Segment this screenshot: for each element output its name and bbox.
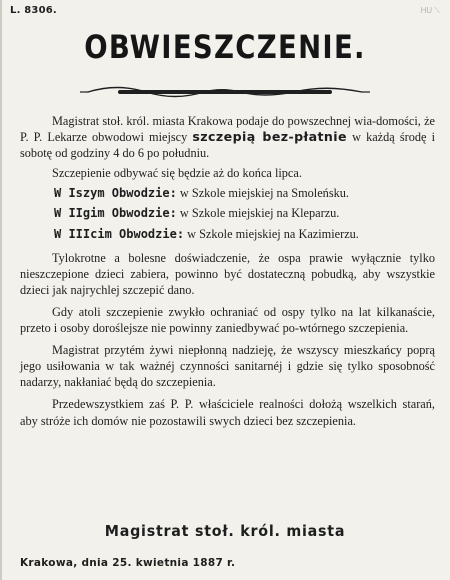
district-name: W IIIcim Obwodzie:	[54, 226, 185, 241]
body-paragraph: Przedewszystkiem zaś P. P. właściciele realności dołożą wszelkich starań, aby stróże ich domów nie pozostawili swych dzieci bez szczepienia.	[20, 397, 435, 428]
intro-paragraph	[20, 113, 435, 161]
district-list	[20, 185, 435, 241]
signature-line: Magistrat stoł. król. miasta	[104, 522, 346, 540]
notice-body	[20, 113, 435, 435]
notice-title: OBWIESZCZENIE.	[84, 28, 366, 66]
intro-text-part2: w każdą środę i sobotę od godziny 4 do 6 po południu.	[20, 130, 436, 161]
district-location: w Szkole miejskiej na Kazimierzu.	[187, 226, 359, 241]
body-paragraph: Magistrat przytém żywi niepłonną nadzieję, że wszyscy mieszkańcy poprą jego usiłowania w tak ważnéj czynności sanitarnéj i gdzie się tylko sposobność nadarzy, nakłaniać będą do szczepienia.	[20, 343, 435, 390]
date-line: Krakowa, dnia 25. kwietnia 1887 r.	[20, 557, 236, 569]
district-item	[54, 205, 435, 221]
district-name: W IIgim Obwodzie:	[54, 206, 177, 221]
district-location: w Szkole miejskiej na Smoleńsku.	[179, 186, 349, 201]
intro-emphasis: szczepią bez-płatnie	[192, 129, 347, 145]
body-paragraph: Tylokrotne a bolesne doświadczenie, że ospa prawie wyłącznie tylko nieszczepione dzieci zabiera, powinno być dostateczną pobudką, aby wszystkie dzieci jak najrychlej szczepić dano.	[20, 250, 435, 297]
ornament-divider	[80, 82, 370, 102]
district-item	[54, 185, 435, 201]
district-location: w Szkole miejskiej na Kleparzu.	[179, 206, 340, 221]
season-paragraph: Szczepienie odbywać się będzie aż do końca lipca.	[52, 166, 302, 181]
reference-number: L. 8306.	[10, 5, 57, 16]
district-name: W Iszym Obwodzie:	[54, 186, 177, 201]
district-item	[54, 226, 435, 242]
body-paragraph: Gdy atoli szczepienie zwykło ochraniać od ospy tylko na lat kilkanaście, przeto i osoby doroślejsze nie powinny zaniedbywać po-wtórnego szczepienia.	[20, 304, 435, 336]
intro-text-part1: Magistrat stoł. król. miasta Krakowa podaje do powszechnej wia-domości, że P. P. Lekarze obwodowi miejscy	[20, 114, 435, 145]
margin-note: HU ⟍	[420, 6, 440, 15]
left-edge-shadow	[0, 0, 2, 580]
